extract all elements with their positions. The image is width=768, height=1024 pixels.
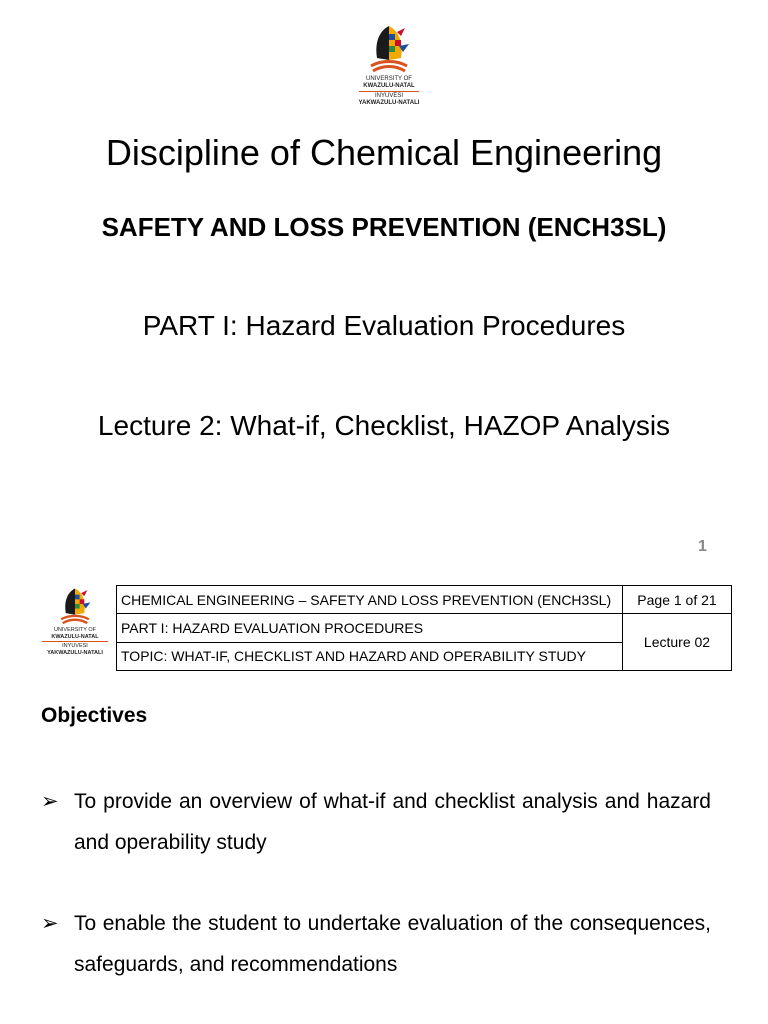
logo-divider: [359, 91, 419, 92]
logo-line-3: INYUVESI: [374, 93, 403, 99]
logo-line-2: KWAZULU-NATAL: [363, 83, 415, 89]
header-page-cell: Page 1 of 21: [623, 586, 732, 614]
logo-line-3: INYUVESI: [62, 643, 88, 649]
logo-line-4: YAKWAZULU-NATALI: [47, 649, 103, 656]
part-title: PART I: Hazard Evaluation Procedures: [142, 310, 626, 341]
document-header: [36, 585, 732, 671]
header-topic-cell: TOPIC: WHAT-IF, CHECKLIST AND HAZARD AND OPERABILITY STUDY: [117, 642, 623, 670]
logo-line-1: UNIVERSITY OF: [366, 76, 412, 82]
logo-line-4: YAKWAZULU-NATALI: [358, 100, 420, 106]
arrow-bullet-icon: ➢: [41, 912, 59, 935]
header-course-cell: CHEMICAL ENGINEERING – SAFETY AND LOSS PREVENTION (ENCH3SL): [117, 586, 623, 614]
header-logo: [36, 585, 114, 671]
shield-crest-icon: [367, 24, 411, 76]
lecture-title: Lecture 2: What-if, Checklist, HAZOP Analysis: [97, 410, 671, 441]
university-logo: [353, 24, 425, 107]
shield-crest-icon: [58, 587, 92, 627]
logo-line-2: KWAZULU-NATAL: [51, 633, 99, 640]
arrow-bullet-icon: ➢: [41, 790, 59, 813]
logo-line-1: UNIVERSITY OF: [53, 627, 97, 633]
list-item: [41, 903, 711, 985]
header-lecture-cell: Lecture 02: [623, 614, 732, 671]
list-item: [41, 781, 711, 863]
objective-text-1: To provide an overview of what-if and checklist analysis and hazard and operability study: [74, 790, 711, 854]
slide-title: Discipline of Chemical Engineering: [105, 132, 663, 173]
objectives-heading: Objectives: [41, 704, 148, 727]
objective-text-2: To enable the student to undertake evaluation of the consequences, safeguards, and recommendations: [74, 912, 711, 976]
logo-divider: [42, 641, 108, 642]
header-part-cell: PART I: HAZARD EVALUATION PROCEDURES: [117, 614, 623, 642]
slide-number: 1: [698, 538, 707, 555]
header-table: [116, 585, 732, 671]
course-title: SAFETY AND LOSS PREVENTION (ENCH3SL): [101, 212, 667, 242]
